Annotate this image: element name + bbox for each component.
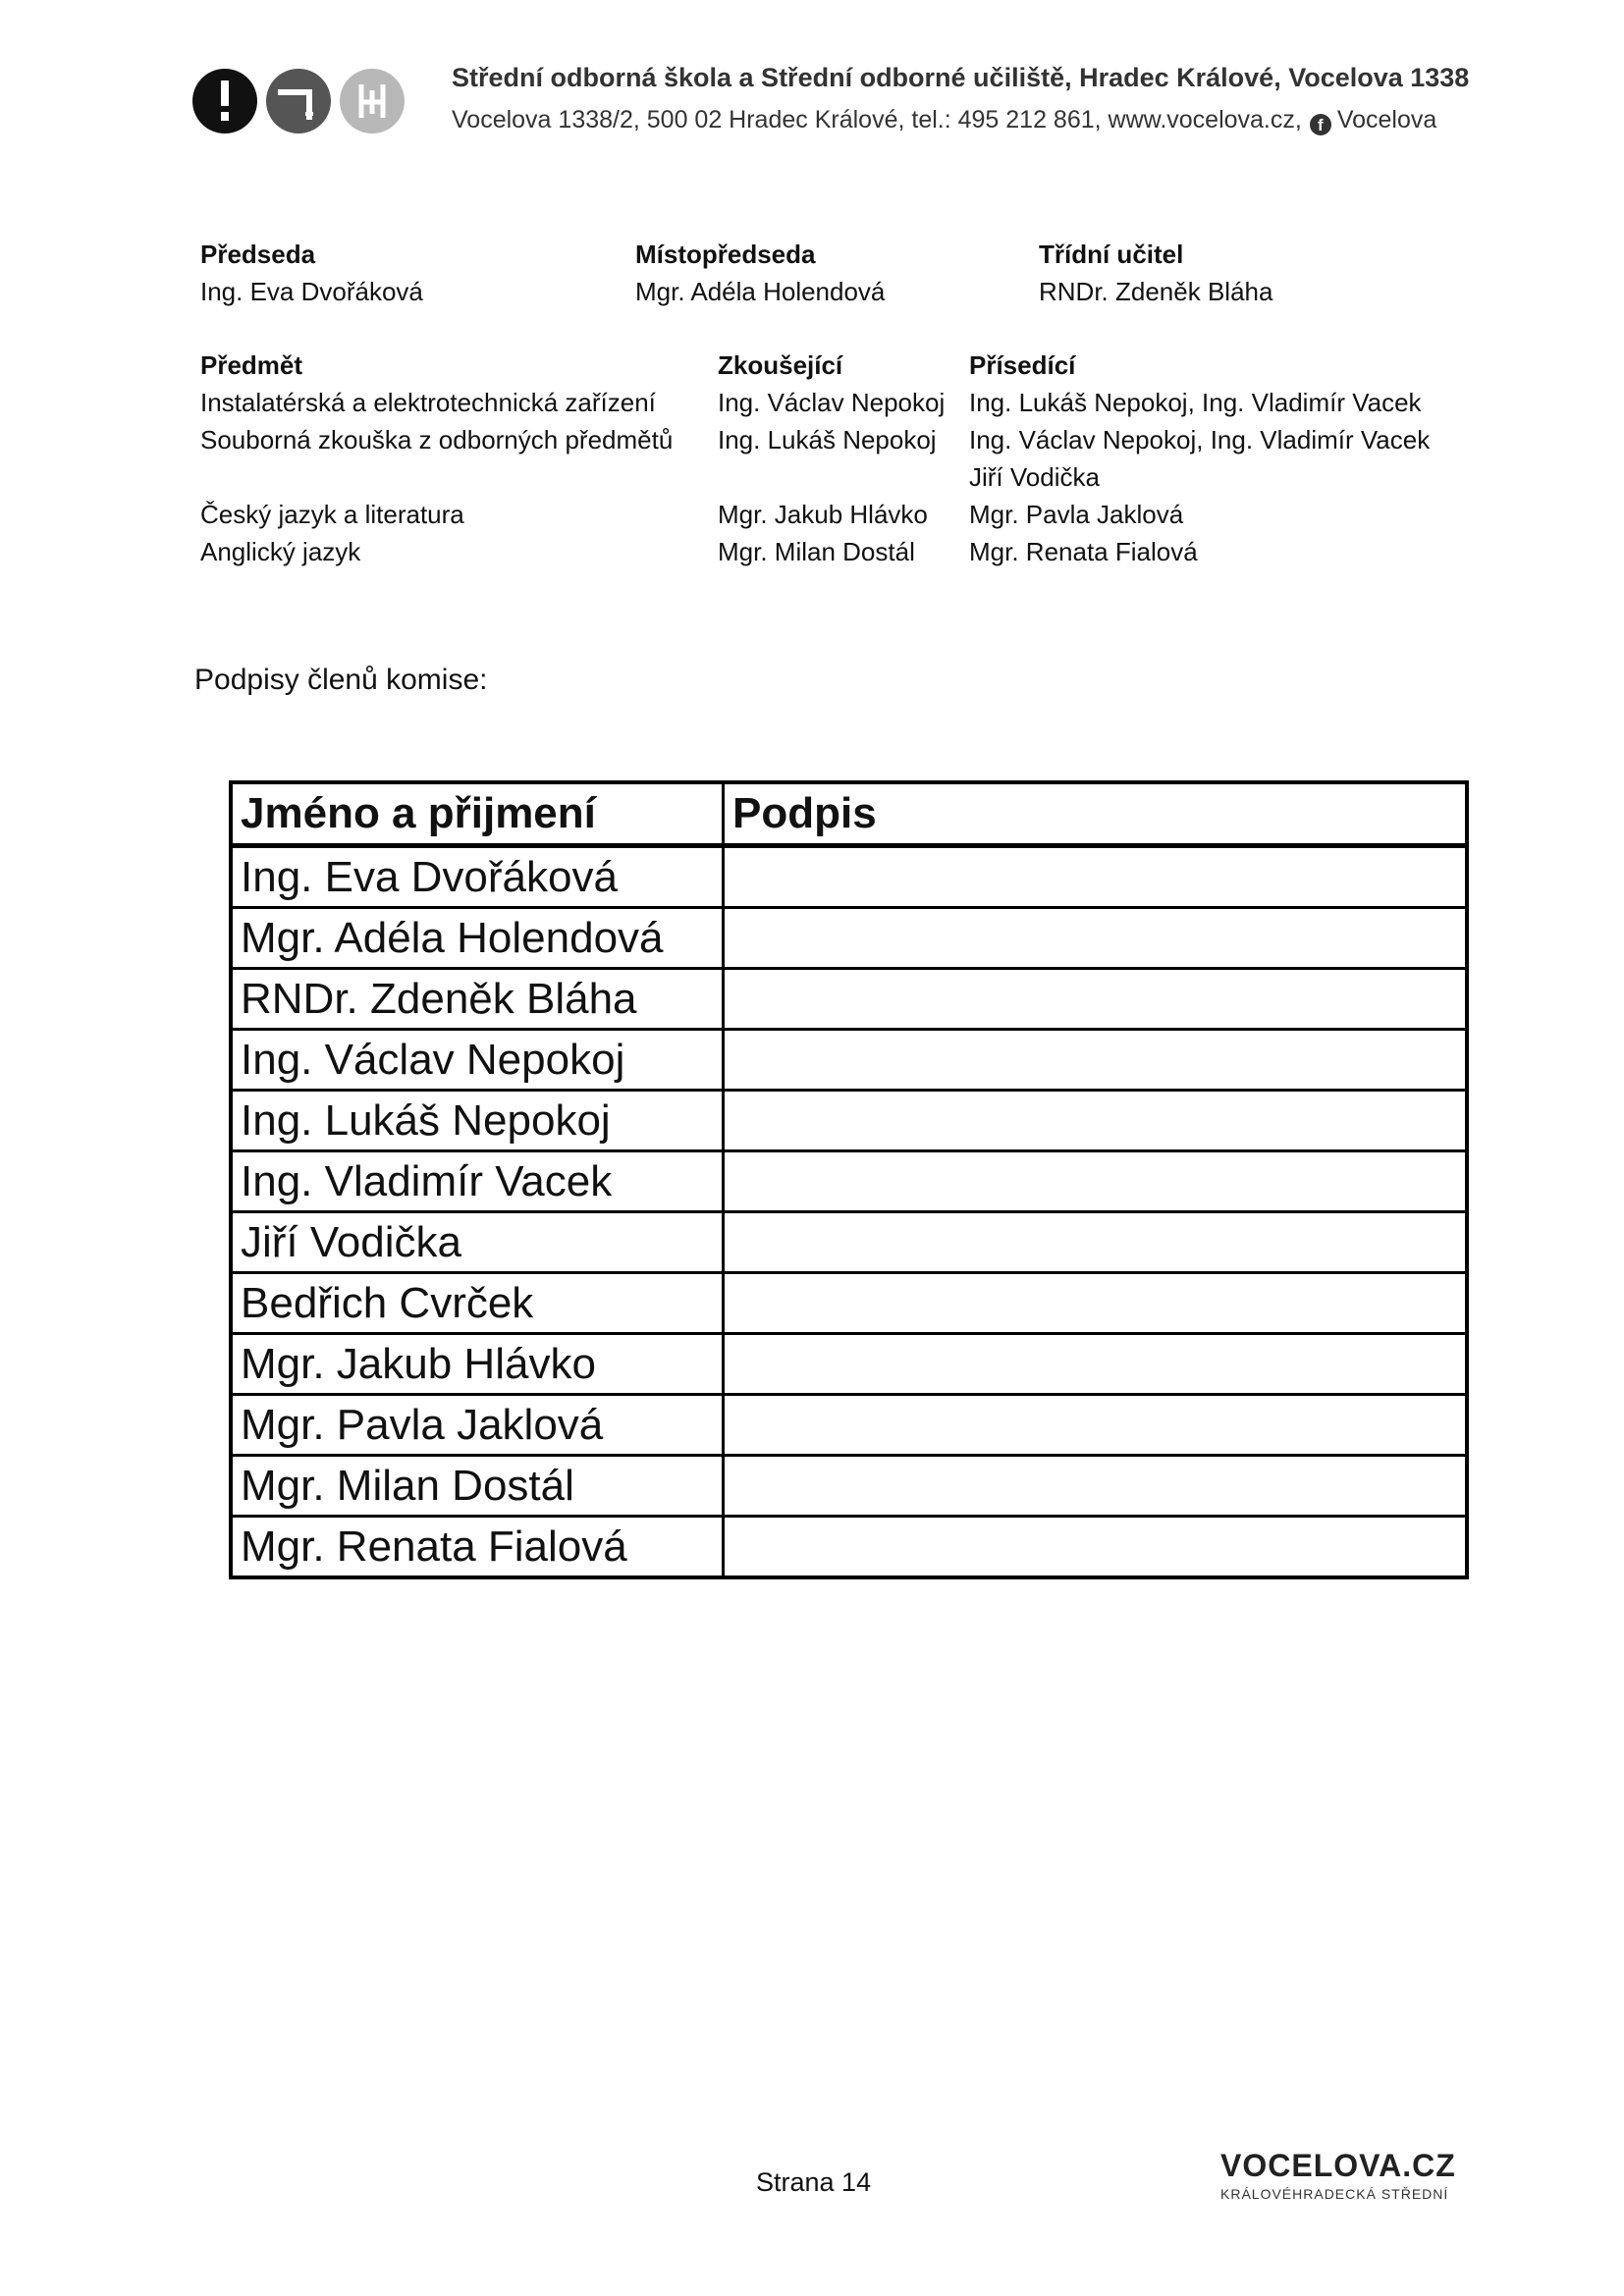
class-teacher-block bbox=[1039, 236, 1272, 310]
facebook-icon: f bbox=[1310, 114, 1331, 135]
table-row bbox=[231, 1395, 1467, 1456]
member-name: Ing. Vladimír Vacek bbox=[231, 1151, 724, 1212]
signature-cell[interactable] bbox=[724, 1151, 1468, 1212]
signature-cell[interactable] bbox=[724, 1517, 1468, 1578]
member-name: Mgr. Adéla Holendová bbox=[231, 908, 724, 969]
assessors-line-2: Jiří Vodička bbox=[969, 462, 1100, 492]
table-row bbox=[231, 969, 1467, 1030]
member-name: Jiří Vodička bbox=[231, 1212, 724, 1273]
brand-tagline: KRÁLOVÉHRADECKÁ STŘEDNÍ bbox=[1220, 2186, 1449, 2202]
signature-cell[interactable] bbox=[724, 908, 1468, 969]
member-name: Mgr. Pavla Jaklová bbox=[231, 1395, 724, 1456]
brand-logo bbox=[1220, 2148, 1456, 2202]
school-contact bbox=[452, 106, 1436, 135]
signature-cell[interactable] bbox=[724, 1091, 1468, 1151]
assessors-line-1: Ing. Václav Nepokoj, Ing. Vladimír Vacek bbox=[969, 425, 1431, 454]
table-row bbox=[231, 1151, 1467, 1212]
signature-column-header: Podpis bbox=[724, 782, 1468, 846]
table-row bbox=[231, 1273, 1467, 1334]
table-row bbox=[231, 1334, 1467, 1395]
signature-cell[interactable] bbox=[724, 1456, 1468, 1517]
member-name: Ing. Eva Dvořáková bbox=[231, 846, 724, 908]
signatures-label: Podpisy členů komise: bbox=[194, 664, 488, 696]
assessors-names bbox=[969, 421, 1430, 496]
signature-cell[interactable] bbox=[724, 1395, 1468, 1456]
class-teacher-label: Třídní učitel bbox=[1039, 240, 1184, 269]
letterhead bbox=[192, 61, 1470, 149]
signature-cell[interactable] bbox=[724, 1273, 1468, 1334]
subject-name: Český jazyk a literatura bbox=[200, 500, 464, 529]
table-row bbox=[231, 908, 1467, 969]
signature-header-row bbox=[231, 782, 1467, 846]
assessors-names: Ing. Lukáš Nepokoj, Ing. Vladimír Vacek bbox=[969, 388, 1422, 417]
contact-text: Vocelova 1338/2, 500 02 Hradec Králové, tel.: 495 212 861, www.vocelova.cz, bbox=[452, 106, 1302, 133]
vice-chair-label: Místopředseda bbox=[635, 240, 816, 269]
member-name: RNDr. Zdeněk Bláha bbox=[231, 969, 724, 1030]
signature-cell[interactable] bbox=[724, 1212, 1468, 1273]
subject-header: Předmět bbox=[200, 350, 303, 380]
assessors-header: Přísedící bbox=[969, 350, 1076, 380]
school-name: Střední odborná škola a Střední odborné učiliště, Hradec Králové, Vocelova 1338 bbox=[452, 63, 1470, 92]
pipe-logo-icon bbox=[266, 69, 331, 133]
subject-name: Instalatérská a elektrotechnická zařízení bbox=[200, 388, 656, 417]
signature-cell[interactable] bbox=[724, 846, 1468, 908]
table-row bbox=[231, 1030, 1467, 1091]
hydrant-logo-icon bbox=[340, 69, 405, 133]
examiner-name: Mgr. Milan Dostál bbox=[718, 537, 915, 566]
examiner-header: Zkoušející bbox=[718, 350, 843, 380]
school-logo-icon bbox=[192, 69, 257, 133]
examiner-name: Mgr. Jakub Hlávko bbox=[718, 500, 928, 529]
member-name: Mgr. Milan Dostál bbox=[231, 1456, 724, 1517]
signature-cell[interactable] bbox=[724, 1030, 1468, 1091]
name-column-header: Jméno a přijmení bbox=[231, 782, 724, 846]
member-name: Bedřich Cvrček bbox=[231, 1273, 724, 1334]
table-row bbox=[231, 846, 1467, 908]
member-name: Ing. Lukáš Nepokoj bbox=[231, 1091, 724, 1151]
subject-name: Anglický jazyk bbox=[200, 537, 361, 566]
table-row bbox=[231, 1091, 1467, 1151]
member-name: Mgr. Renata Fialová bbox=[231, 1517, 724, 1578]
chair-block bbox=[200, 236, 423, 310]
class-teacher-name: RNDr. Zdeněk Bláha bbox=[1039, 277, 1273, 306]
vice-chair-name: Mgr. Adéla Holendová bbox=[635, 277, 886, 306]
subject-name: Souborná zkouška z odborných předmětů bbox=[200, 425, 674, 454]
signature-cell[interactable] bbox=[724, 1334, 1468, 1395]
examiner-name: Ing. Václav Nepokoj bbox=[718, 388, 946, 417]
signature-cell[interactable] bbox=[724, 969, 1468, 1030]
facebook-label: Vocelova bbox=[1336, 106, 1437, 133]
table-row bbox=[231, 1456, 1467, 1517]
assessors-names: Mgr. Pavla Jaklová bbox=[969, 500, 1184, 529]
signature-table bbox=[229, 780, 1469, 1579]
member-name: Ing. Václav Nepokoj bbox=[231, 1030, 724, 1091]
brand-name: VOCELOVA.CZ bbox=[1220, 2148, 1456, 2183]
table-row bbox=[231, 1212, 1467, 1273]
table-row bbox=[231, 1517, 1467, 1578]
vice-chair-block bbox=[635, 236, 885, 310]
chair-label: Předseda bbox=[200, 240, 316, 269]
examiner-name: Ing. Lukáš Nepokoj bbox=[718, 425, 937, 454]
member-name: Mgr. Jakub Hlávko bbox=[231, 1334, 724, 1395]
chair-name: Ing. Eva Dvořáková bbox=[200, 277, 423, 306]
page-number: Strana 14 bbox=[756, 2167, 872, 2197]
assessors-names: Mgr. Renata Fialová bbox=[969, 537, 1198, 566]
